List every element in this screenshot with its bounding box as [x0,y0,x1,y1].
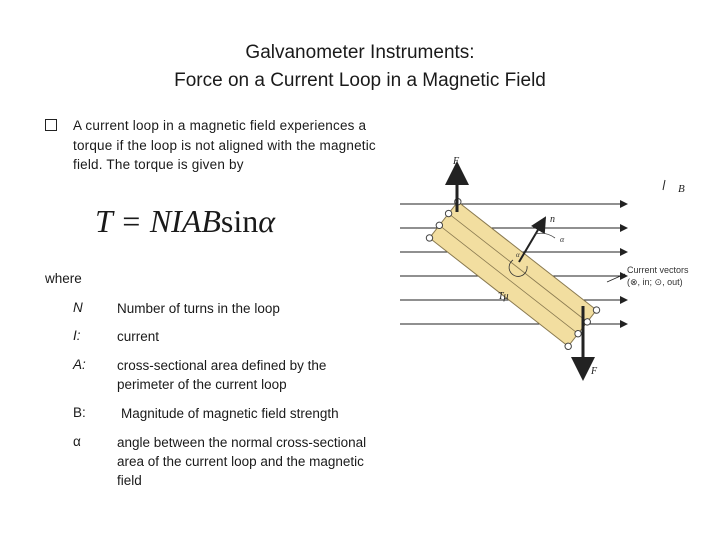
formula-lhs: T = NIAB [95,203,221,239]
variable-symbol-n: N [73,300,83,315]
current-loop-diagram [395,150,710,390]
field-label: B [678,183,685,195]
field-direction-arrow [663,180,665,190]
variable-symbol-alpha: α [73,434,81,449]
intro-text: A current loop in a magnetic field experiences a torque if the loop is not aligned with the magnetic field. The torque is given by [73,118,376,172]
force-label-top: F [453,156,460,167]
callout-line [607,274,625,282]
variable-def-alpha: angle between the normal cross-sectional area of the current loop and the magnetic field [117,435,367,488]
variable-def-a: cross-sectional area defined by the perimeter of the current loop [117,358,327,392]
variable-symbol-a: A: [73,357,86,372]
angle-arc [535,233,555,238]
current-vectors-label-2: (⊗, in; ⊙, out) [627,277,683,287]
variable-symbol-i: I: [73,328,81,343]
normal-vector-arrow [519,218,545,262]
where-label: where [45,271,82,286]
angle-label-1: α [560,235,565,244]
current-loop [425,197,601,351]
current-vectors-label-1: Current vectors [627,265,689,275]
variable-def-n: Number of turns in the loop [117,301,280,316]
variable-symbol-b: B: [73,405,86,420]
variable-def-b: Magnitude of magnetic field strength [121,406,339,421]
formula-sin: sin [220,203,259,239]
formula-angle: α [258,203,276,239]
torque-formula [95,203,275,240]
normal-label: n [550,214,555,225]
variable-def-i: current [117,329,160,344]
bullet-checkbox-icon [45,119,57,131]
torque-label: Tμ [498,291,509,302]
angle-label-2: α [516,251,520,259]
slide-title-line1: Galvanometer Instruments: [245,42,475,63]
force-label-bottom: F [591,366,598,377]
slide-title-line2: Force on a Current Loop in a Magnetic Field [174,70,546,91]
